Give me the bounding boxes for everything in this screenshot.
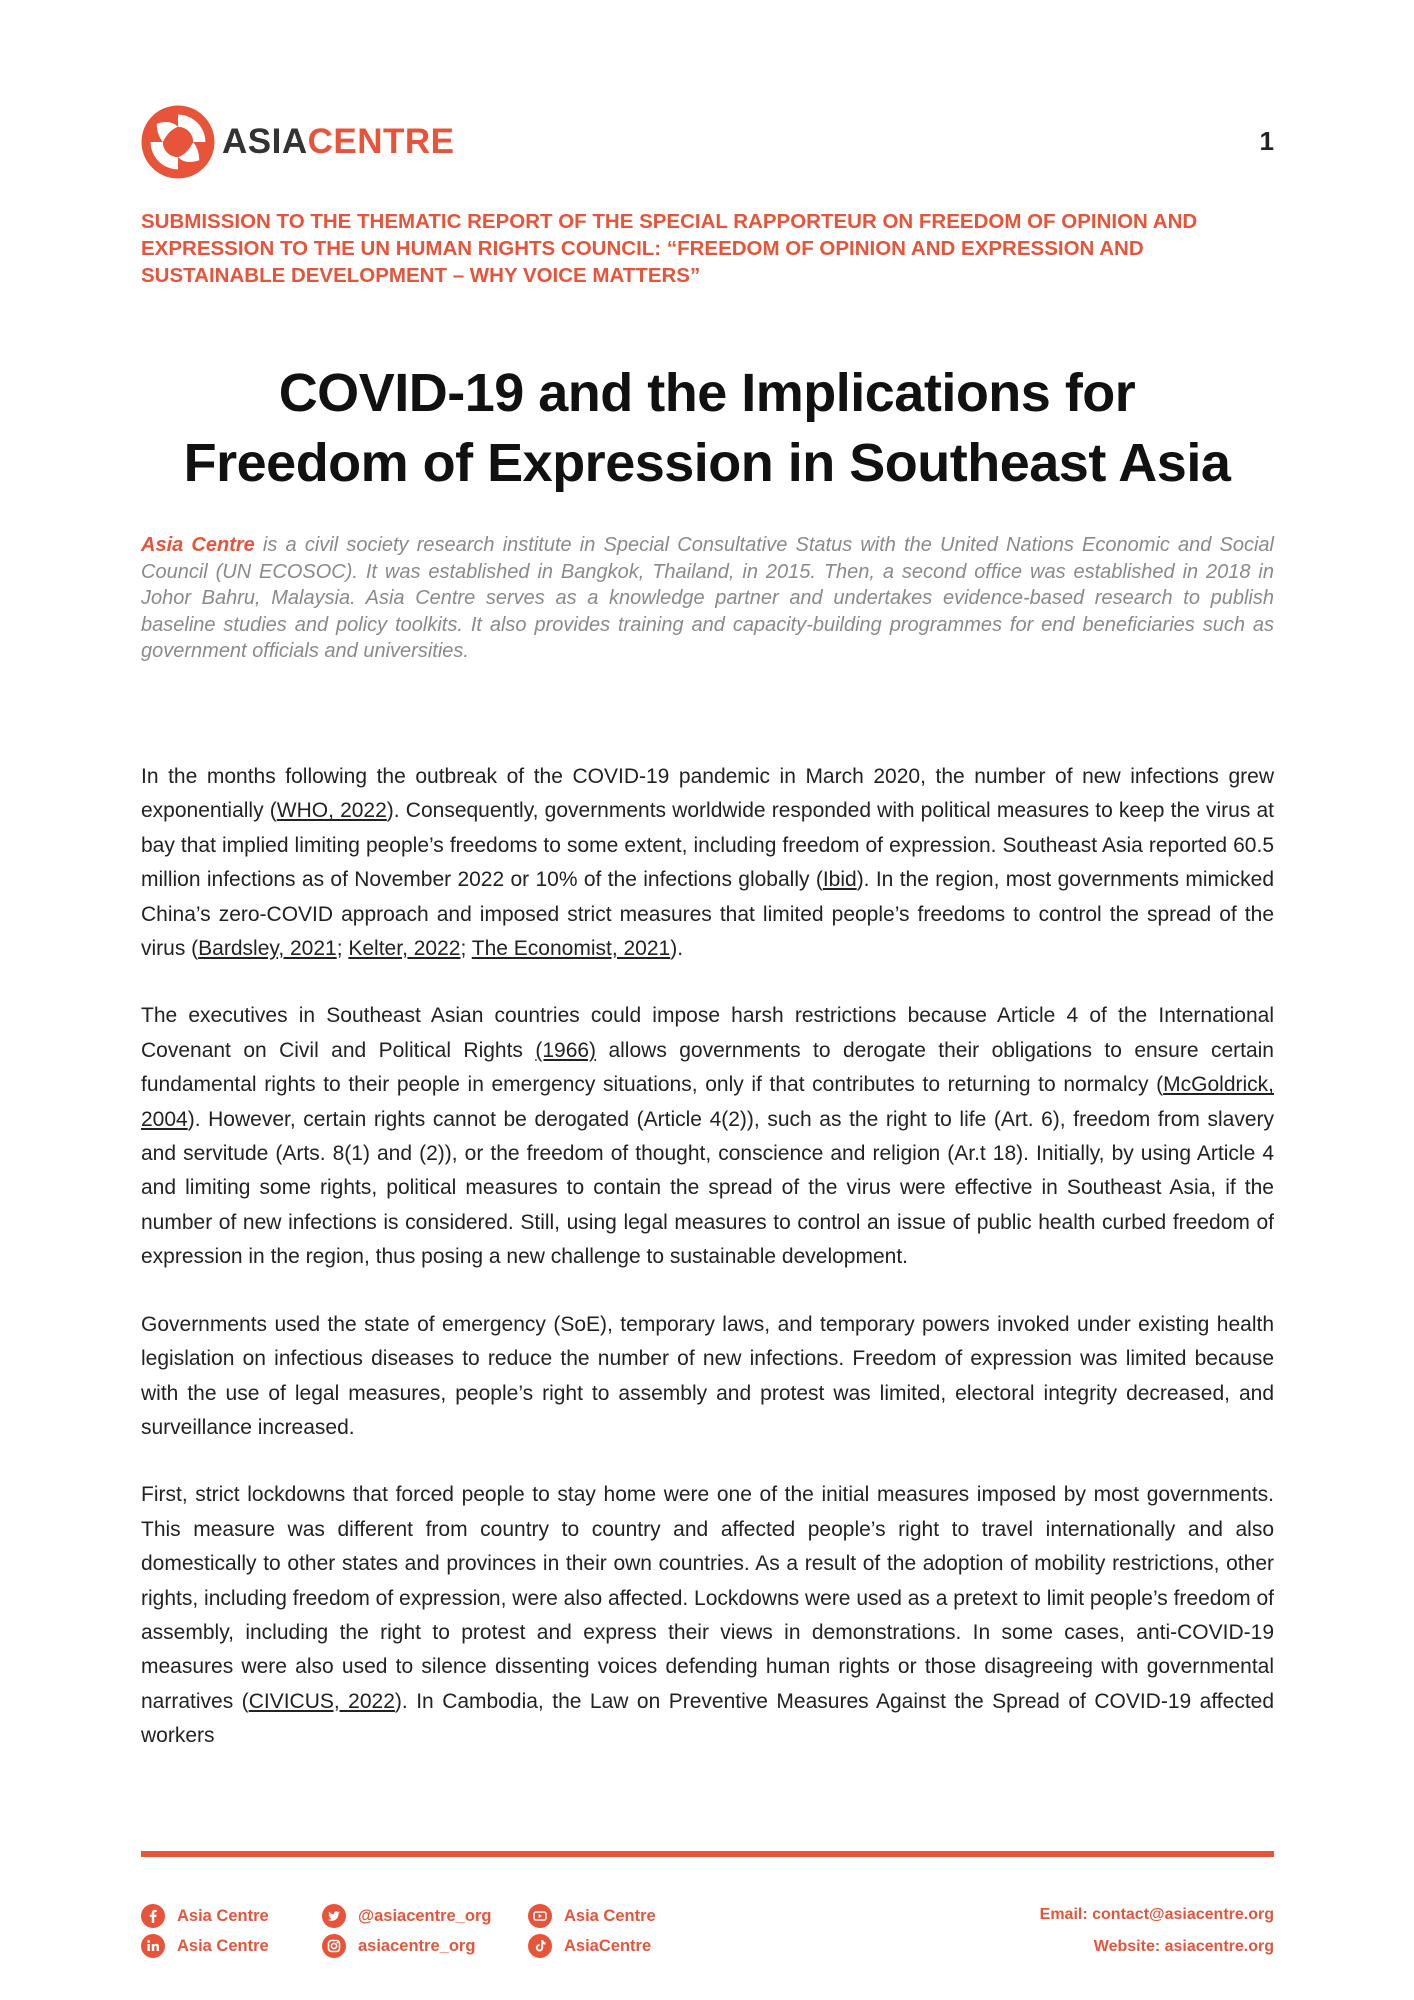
footer-youtube-link[interactable] [528,1904,656,1928]
logo-wordmark [222,122,455,162]
document-title [100,358,1314,498]
citation-link-1966[interactable]: (1966) [535,1038,597,1062]
footer-tiktok-link[interactable] [528,1934,651,1958]
citation-link-civicus-2022[interactable]: CIVICUS, 2022 [248,1689,395,1713]
citation-link-economist-2021[interactable]: The Economist, 2021 [471,937,671,961]
citation-link-who-2022[interactable]: WHO, 2022 [276,799,387,823]
text-run: ). Consequently, governments worldwide responded with political measures to keep the virus at bay that implied limiting people’s freedoms to some extent, including freedom of expression. Southeast Asia reported 60.5 million infections as of November 2022 or 10% of the infections globally ( [141,799,1274,892]
paragraph-4 [141,1478,1274,1753]
page-number: 1 [1259,126,1274,156]
title-line-1: COVID-19 and the Implications for [278,363,1136,423]
citation-link-kelter-2022[interactable]: Kelter, 2022 [348,937,461,961]
youtube-icon [528,1904,552,1928]
logo-word-asia: ASIA [222,122,308,161]
text-run: ; [336,937,349,961]
footer-tiktok-label: AsiaCentre [564,1936,652,1955]
text-run: ). [670,937,684,961]
intro-org-name: Asia Centre [141,534,255,556]
facebook-icon [141,1904,165,1928]
footer-youtube-label: Asia Centre [564,1906,656,1925]
paragraph-1 [141,760,1274,966]
footer-facebook-link[interactable] [141,1904,269,1928]
text-run: ). However, certain rights cannot be derogated (Article 4(2)), such as the right to life (Art. 6), freedom from slavery and servitude (Arts. 8(1) and (2)), or the freedom of thought, conscience and religion (Ar.t 18). Initially, by using Article 4 and limiting some rights, political measures to contain the spread of the virus were effective in Southeast Asia, if the number of new infections is considered. Still, using legal measures to control an issue of public health curbed freedom of expression in the region, thus posing a new challenge to sustainable development. [141,1107,1274,1269]
footer-twitter-link[interactable] [322,1904,491,1928]
tiktok-icon [528,1934,552,1958]
text-run: First, strict lockdowns that forced people to stay home were one of the initial measures imposed by most governments. This measure was different from country to country and affected people’s right to travel internationally and also domestically to other states and provinces in their own countries. As a result of the adoption of mobility restrictions, other rights, including freedom of expression, were also affected. Lockdowns were used as a pretext to limit people’s freedom of assembly, including the right to protest and express their views in demonstrations. In some cases, anti-COVID-19 measures were also used to silence dissenting voices defending human rights or those disagreeing with governmental narratives ( [141,1483,1274,1713]
intro-text: is a civil society research institute in Special Consultative Status with the United Nations Economic and Social Council (UN ECOSOC). It was established in Bangkok, Thailand, in 2015. Then, a second office was established in 2018 in Johor Bahru, Malaysia. Asia Centre serves as a knowledge partner and undertakes evidence-based research to publish baseline studies and policy toolkits. It also provides training and capacity-building programmes for end beneficiaries such as government officials and universities. [141,534,1274,662]
text-run: In the months following the outbreak of the COVID-19 pandemic in March 2020, the number of new infections grew exponentially ( [141,765,1274,823]
asia-centre-logo [140,102,455,182]
footer-linkedin-label: Asia Centre [177,1936,269,1955]
twitter-icon [322,1904,346,1928]
footer-linkedin-link[interactable] [141,1934,269,1958]
footer-instagram-link[interactable] [322,1934,475,1958]
citation-link-mcgoldrick-2004[interactable]: McGoldrick, 2004 [141,1073,1274,1131]
footer-instagram-label: asiacentre_org [358,1936,476,1955]
citation-link-ibid[interactable]: Ibid [822,868,857,892]
citation-link-bardsley-2021[interactable]: Bardsley, 2021 [198,937,337,961]
body-text [141,760,1274,1787]
submission-heading: SUBMISSION TO THE THEMATIC REPORT OF THE SPECIAL RAPPORTEUR ON FREEDOM OF OPINION AND EXPRESSION TO THE UN HUMAN RIGHTS COUNCIL: “FREEDOM OF OPINION AND EXPRESSION AND SUSTAINABLE DEVELOPMENT – WHY VOICE MATTERS” [141,210,1198,287]
linkedin-icon [141,1934,165,1958]
paragraph-3: Governments used the state of emergency (SoE), temporary laws, and temporary powers invoked under existing health legislation on infectious diseases to reduce the number of new infections. Freedom of expression was limited because with the use of legal measures, people’s right to assembly and protest was limited, electoral integrity decreased, and surveillance increased. [141,1312,1274,1439]
text-run: ). In the region, most governments mimicked China’s zero-COVID approach and imposed strict measures that limited people’s freedoms to control the spread of the virus ( [141,868,1274,961]
paragraph-2 [141,999,1274,1274]
footer-facebook-label: Asia Centre [177,1906,269,1925]
footer-twitter-label: @asiacentre_org [358,1906,492,1925]
instagram-icon [322,1934,346,1958]
footer-email[interactable]: Email: contact@asiacentre.org [1039,1906,1274,1923]
footer-divider [141,1851,1274,1857]
text-run: allows governments to derogate their obligations to ensure certain fundamental rights to their people in emergency situations, only if that contributes to returning to normalcy ( [141,1038,1274,1097]
organization-intro [141,532,1274,665]
logo-word-centre: CENTRE [307,122,455,161]
footer-website[interactable]: Website: asiacentre.org [1093,1938,1274,1955]
text-run: ). In Cambodia, the Law on Preventive Measures Against the Spread of COVID-19 affected workers [141,1689,1275,1748]
title-line-2: Freedom of Expression in Southeast Asia [183,433,1231,493]
text-run: The executives in Southeast Asian countries could impose harsh restrictions because Article 4 of the International Covenant on Civil and Political Rights [141,1004,1274,1062]
asia-centre-swirl-icon [140,104,216,180]
text-run: ; [460,937,472,961]
